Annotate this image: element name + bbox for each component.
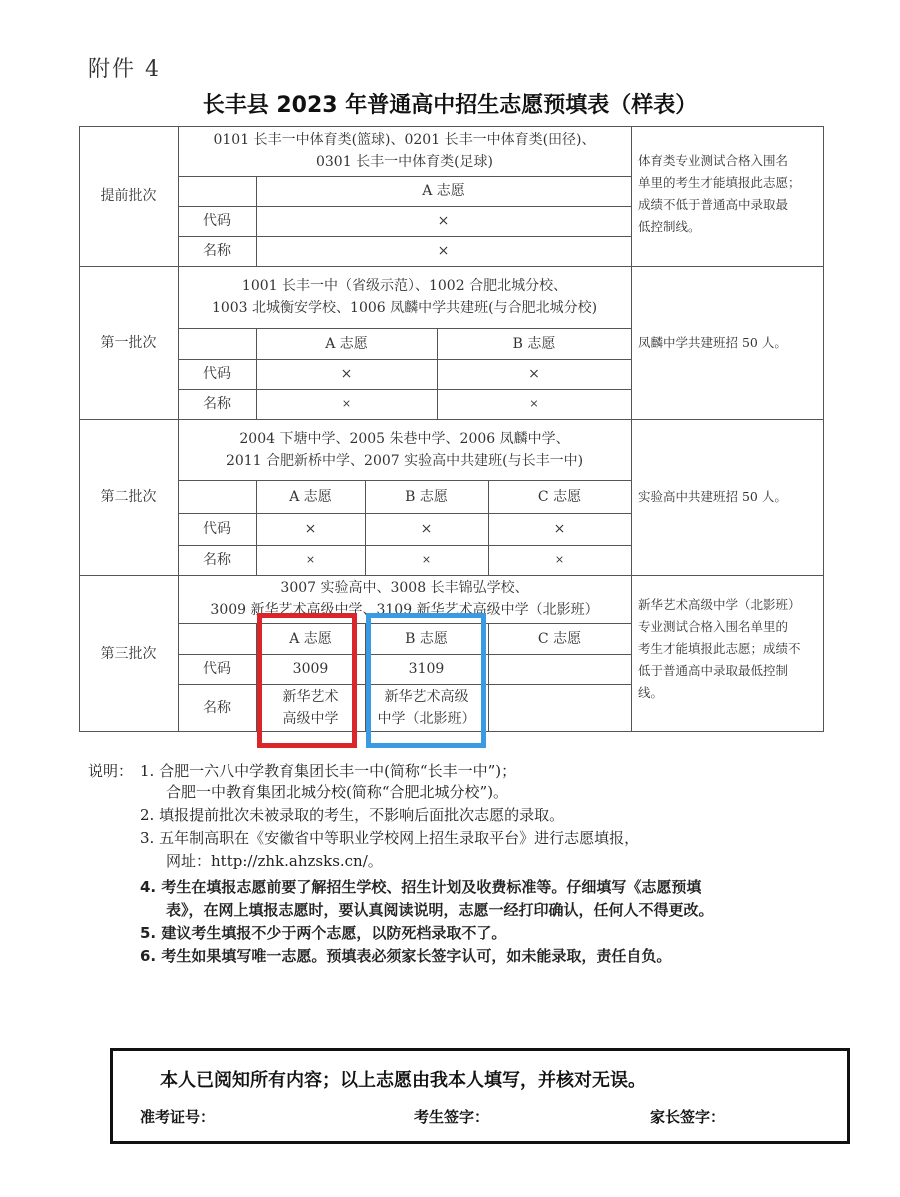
batch-note-third: 新华艺术高级中学（北影班） 专业测试合格入围名单里的 考生才能填报此志愿；成绩不 低于普通高中录取最低控制 线。 [638, 597, 801, 700]
highlight-choice-a [257, 613, 357, 748]
code-value: × [304, 521, 317, 537]
choice-a-header-first: A 志愿 [325, 335, 368, 352]
batch-note-early: 体育类专业测试合格入围名 单里的考生才能填报此志愿； 成绩不低于普通高中录取最 低控制线。 [638, 153, 801, 234]
name-value: × [437, 243, 450, 259]
choice-b-header-second: B 志愿 [405, 488, 448, 505]
parent-signature-label: 家长签字： [650, 1108, 726, 1126]
explain-item: 1. 合肥一六八中学教育集团长丰一中(简称“长丰一中”)； [140, 762, 517, 780]
code-value: × [528, 366, 540, 382]
code-label: 代码 [203, 521, 231, 537]
choice-b-header-third: B 志愿 [405, 630, 448, 647]
explain-item: 表》，在网上填报志愿时，要认真阅读说明，志愿一经打印确认，任何人不得更改。 [166, 901, 714, 919]
name-label: 名称 [203, 396, 231, 412]
code-value: × [340, 366, 353, 382]
code-label: 代码 [203, 661, 231, 677]
choice-b-header-first: B 志愿 [512, 335, 556, 352]
explain-item: 合肥一中教育集团北城分校(简称“合肥北城分校”)。 [166, 783, 509, 801]
batch-label-first: 第一批次 [100, 334, 157, 351]
explain-item: 6. 考生如果填写唯一志愿。预填表必须家长签字认可，如未能录取，责任自负。 [140, 947, 672, 965]
batch-schools-early: 0101 长丰一中体育类(篮球)、0201 长丰一中体育类(田径)、 0301 长丰一中体育类(足球) [213, 132, 596, 170]
exam-number-label: 准考证号： [140, 1108, 216, 1126]
code-value-b: 3109 [408, 661, 445, 677]
explain-item: 3. 五年制高职在《安徽省中等职业学校网上招生录取平台》进行志愿填报， [140, 829, 640, 847]
name-label: 名称 [203, 700, 231, 716]
name-value: × [421, 553, 432, 566]
code-value: × [420, 521, 433, 537]
signature-statement: 本人已阅知所有内容；以上志愿由我本人填写，并核对无误。 [160, 1070, 646, 1091]
code-label: 代码 [203, 213, 231, 229]
student-signature-label: 考生签字： [414, 1108, 490, 1126]
choice-c-header-second: C 志愿 [537, 488, 582, 505]
batch-label-third: 第三批次 [100, 645, 157, 662]
code-label: 代码 [203, 366, 231, 382]
page-title: 长丰县 2023 年普通高中招生志愿预填表（样表） [202, 93, 698, 118]
code-value: × [437, 213, 450, 229]
explain-prefix: 说明： [88, 762, 134, 780]
batch-note-second: 实验高中共建班招 50 人。 [638, 489, 787, 504]
name-label: 名称 [203, 243, 231, 259]
batch-schools-first: 1001 长丰一中（省级示范）、1002 合肥北城分校、 1003 北城衡安学校、1006 凤麟中学共建班(与合肥北城分校) [211, 278, 598, 316]
choice-a-header-early: A 志愿 [422, 183, 465, 199]
name-value-b: 新华艺术高级 中学（北影班） [377, 689, 476, 727]
explain-item: 2. 填报提前批次未被录取的考生，不影响后面批次志愿的录取。 [140, 806, 565, 824]
name-value: × [529, 397, 539, 410]
batch-label-second: 第二批次 [100, 489, 157, 505]
choice-a-header-third: A 志愿 [289, 630, 332, 647]
explain-item: 5. 建议考生填报不少于两个志愿，以防死档录取不了。 [140, 924, 507, 942]
code-value: × [553, 521, 566, 537]
batch-label-early: 提前批次 [100, 188, 157, 204]
name-value: × [341, 397, 352, 410]
attachment-label: 附件 4 [88, 57, 161, 82]
name-value-a: 新华艺术 高级中学 [282, 689, 339, 727]
choice-c-header-third: C 志愿 [537, 630, 582, 647]
explain-item: 网址：http://zhk.ahzsks.cn/。 [166, 852, 383, 870]
name-value: × [305, 553, 316, 566]
batch-schools-third: 3007 实验高中、3008 长丰锦弘学校、 3009 新华艺术高级中学、3109 新华艺术高级中学（北影班） [210, 580, 599, 618]
name-label: 名称 [203, 552, 231, 568]
batch-schools-second: 2004 下塘中学、2005 朱巷中学、2006 凤麟中学、 2011 合肥新桥中学、2007 实验高中共建班(与长丰一中) [225, 430, 584, 469]
name-value: × [554, 553, 565, 566]
explain-item: 4. 考生在填报志愿前要了解招生学校、招生计划及收费标准等。仔细填写《志愿预填 [140, 878, 702, 896]
highlight-choice-b [366, 613, 486, 748]
code-value-a: 3009 [292, 661, 329, 677]
signature-box [110, 1048, 850, 1144]
choice-a-header-second: A 志愿 [289, 488, 332, 505]
batch-note-first: 凤麟中学共建班招 50 人。 [638, 335, 787, 350]
